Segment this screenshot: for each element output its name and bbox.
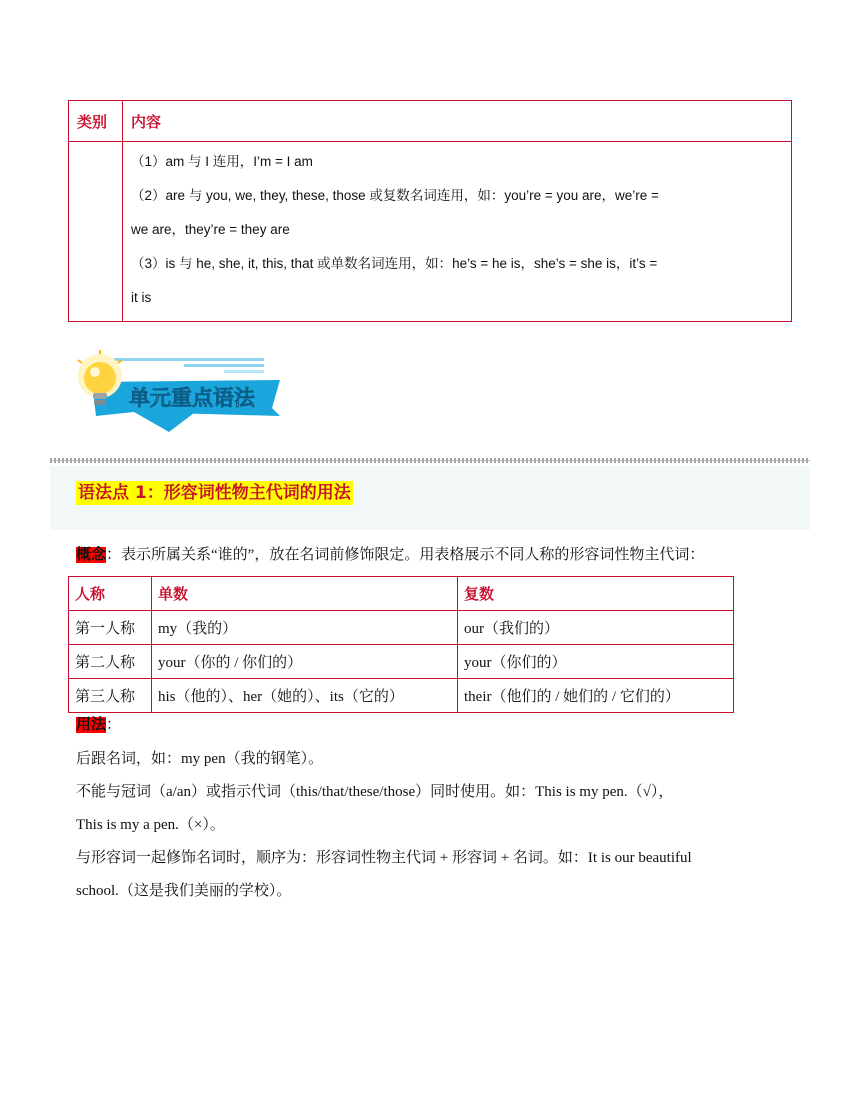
cell-singular: my（我的） [152,611,458,645]
cell-singular: his（他的）、her（她的）、its（它的） [152,679,458,713]
cell-person: 第一人称 [69,611,152,645]
grammar-point-title: 语法点 1：形容词性物主代词的用法 [78,483,351,503]
content-line: （3）is 与 he, she, it, this, that 或单数名词连用，如：he’s = he is，she’s = she is，it’s = [131,256,658,271]
content-line: we are，they’re = they are [131,222,290,237]
header-singular: 单数 [152,577,458,611]
table-header-content: 内容 [123,101,792,142]
concept-label: 概念 [76,547,107,563]
header-plural: 复数 [458,577,734,611]
content-line: it is [131,290,152,305]
banner-tail [134,412,194,432]
concept-line [76,545,704,565]
cell-plural: our（我们的） [458,611,734,645]
table-row [69,611,734,645]
content-line: （2）are 与 you, we, they, these, those 或复数名词连用，如：you’re = you are，we’re = [131,188,659,203]
concept-text: ：表示所属关系“谁的”，放在名词前修饰限定。用表格展示不同人称的形容词性物主代词： [106,547,705,563]
banner-text: 单元重点语法 [129,386,255,410]
usage-line: school.（这是我们美丽的学校）。 [76,883,292,899]
section-divider [50,458,810,463]
usage-line: 后跟名词，如：my pen（我的钢笔）。 [76,751,324,767]
usage-line: This is my a pen.（×）。 [76,817,225,833]
table-row [69,679,734,713]
unit-grammar-banner [74,350,284,434]
cell-person: 第二人称 [69,645,152,679]
table-row [69,645,734,679]
possessive-table [68,576,734,713]
cell-plural: their（他们的 / 她们的 / 它们的） [458,679,734,713]
table-content-cell [123,142,792,322]
banner-stripes [114,358,264,373]
table-header-category: 类别 [69,101,123,142]
table-header-row [69,577,734,611]
table-cell-empty [69,142,123,322]
contraction-table [68,100,792,322]
usage-line: 与形容词一起修饰名词时，顺序为：形容词性物主代词 + 形容词 + 名词。如：It is our beautiful [76,850,692,866]
cell-person: 第三人称 [69,679,152,713]
usage-heading [76,715,121,735]
usage-label: 用法 [76,717,107,733]
cell-plural: your（你们的） [458,645,734,679]
header-person: 人称 [69,577,152,611]
usage-line: 不能与冠词（a/an）或指示代词（this/that/these/those）同时使用。如：This is my pen.（√）， [76,784,674,800]
content-line: （1）am 与 I 连用，I’m = I am [131,154,313,169]
cell-singular: your（你的 / 你们的） [152,645,458,679]
usage-colon: ： [106,717,122,733]
